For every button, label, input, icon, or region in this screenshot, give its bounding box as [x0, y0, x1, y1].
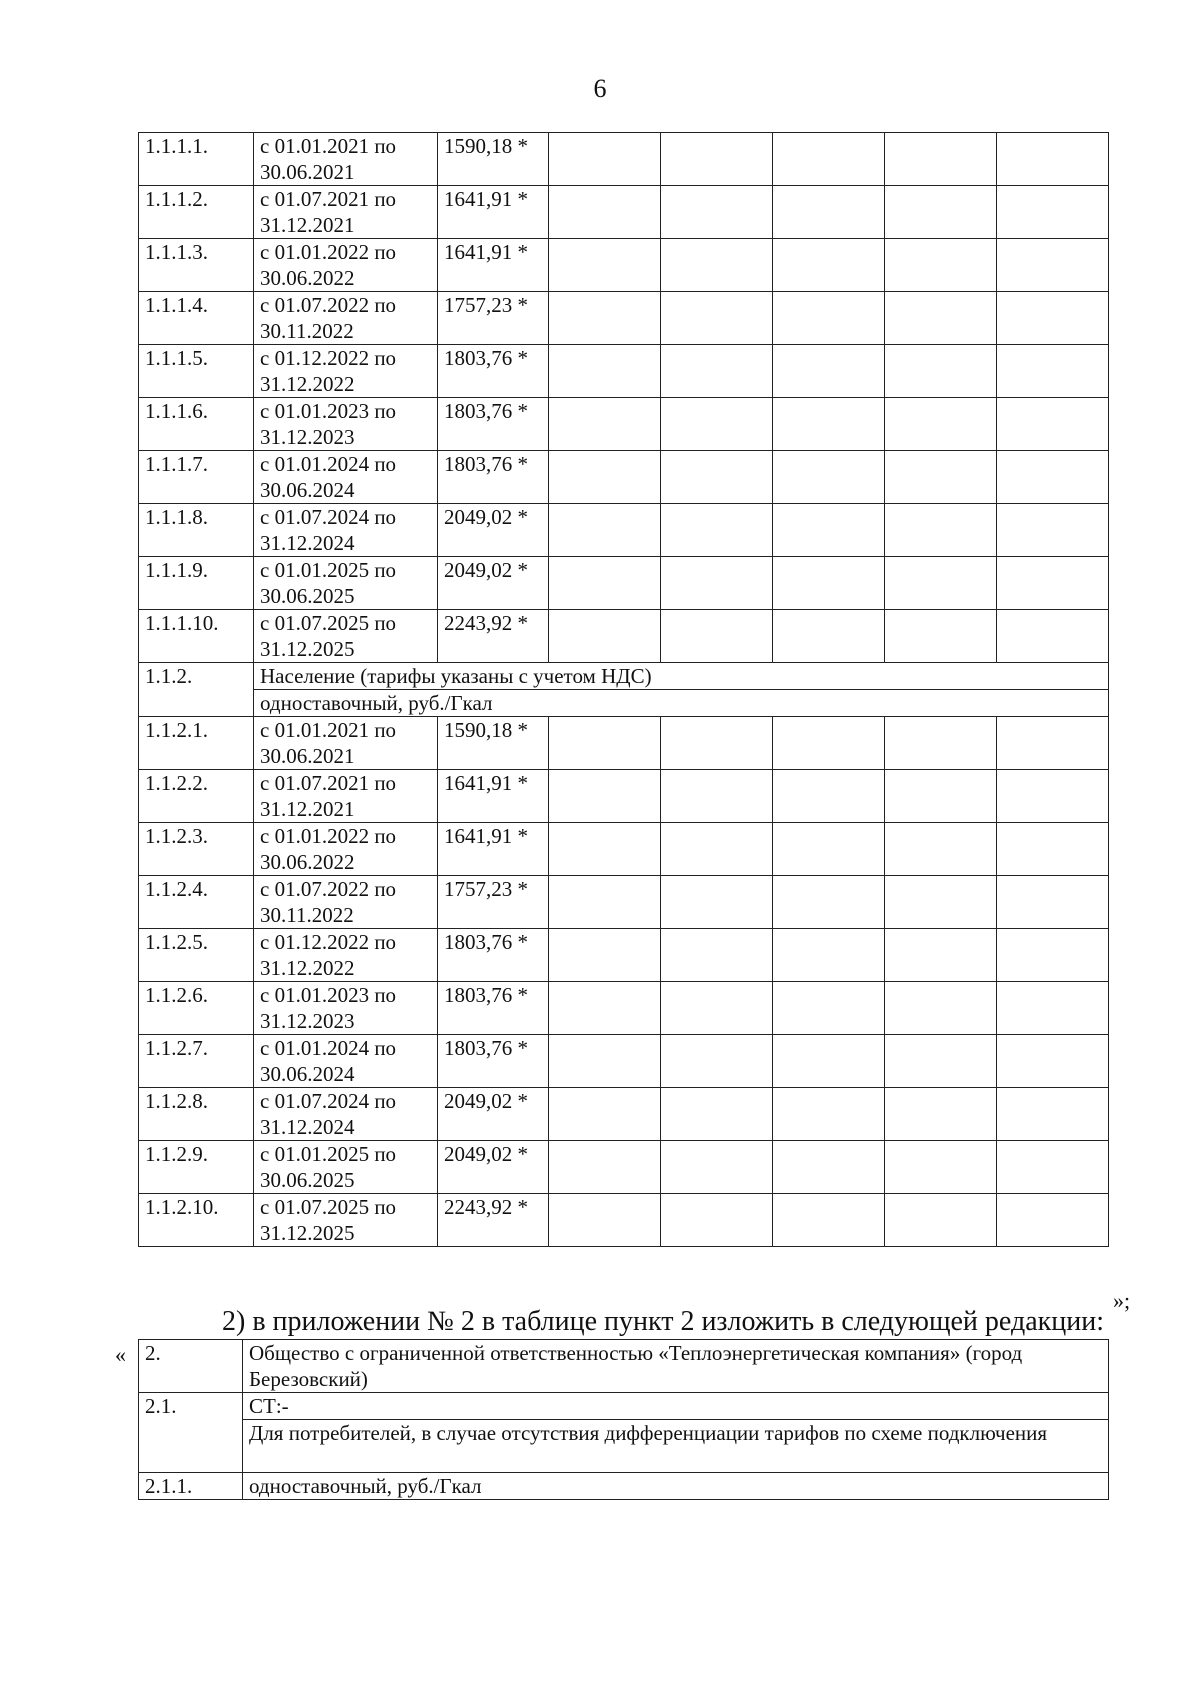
- row-number: 1.1.2.10.: [139, 1194, 254, 1247]
- empty-cell: [773, 1141, 885, 1194]
- empty-cell: [661, 1035, 773, 1088]
- empty-cell: [997, 451, 1109, 504]
- empty-cell: [997, 504, 1109, 557]
- empty-cell: [885, 398, 997, 451]
- empty-cell: [885, 770, 997, 823]
- empty-cell: [661, 982, 773, 1035]
- closing-quote: »;: [1113, 1288, 1131, 1313]
- empty-cell: [997, 133, 1109, 186]
- row-number: 2.: [139, 1340, 243, 1393]
- empty-cell: [549, 1194, 661, 1247]
- tariff-value: 2049,02 *: [438, 557, 549, 610]
- empty-cell: [549, 292, 661, 345]
- period-cell: с 01.01.2021 по 30.06.2021: [254, 133, 438, 186]
- period-cell: с 01.01.2022 по 30.06.2022: [254, 823, 438, 876]
- empty-cell: [997, 239, 1109, 292]
- row-number: 1.1.1.10.: [139, 610, 254, 663]
- empty-cell: [549, 398, 661, 451]
- empty-cell: [661, 610, 773, 663]
- empty-cell: [885, 557, 997, 610]
- empty-cell: [773, 1194, 885, 1247]
- empty-cell: [885, 610, 997, 663]
- row-number: 1.1.2.4.: [139, 876, 254, 929]
- empty-cell: [549, 451, 661, 504]
- empty-cell: [773, 398, 885, 451]
- tariff-value: 1641,91 *: [438, 770, 549, 823]
- row-number: 2.1.: [139, 1393, 243, 1473]
- empty-cell: [885, 929, 997, 982]
- empty-cell: [997, 1088, 1109, 1141]
- period-cell: с 01.01.2021 по 30.06.2021: [254, 717, 438, 770]
- tariff-value: 2243,92 *: [438, 1194, 549, 1247]
- empty-cell: [885, 186, 997, 239]
- empty-cell: [773, 292, 885, 345]
- tariff-value: 2049,02 *: [438, 1141, 549, 1194]
- empty-cell: [997, 557, 1109, 610]
- empty-cell: [773, 133, 885, 186]
- row-number: 1.1.2.5.: [139, 929, 254, 982]
- tariff-value: 1641,91 *: [438, 823, 549, 876]
- empty-cell: [885, 876, 997, 929]
- row-number: 1.1.1.8.: [139, 504, 254, 557]
- row-number: 1.1.1.1.: [139, 133, 254, 186]
- table-row: [139, 186, 1109, 239]
- section-number: 1.1.2.: [139, 663, 254, 717]
- empty-cell: [549, 557, 661, 610]
- empty-cell: [549, 823, 661, 876]
- empty-cell: [773, 504, 885, 557]
- empty-cell: [549, 345, 661, 398]
- empty-cell: [885, 451, 997, 504]
- empty-cell: [773, 1088, 885, 1141]
- period-cell: с 01.07.2021 по 31.12.2021: [254, 186, 438, 239]
- empty-cell: [773, 557, 885, 610]
- table-row: [139, 1035, 1109, 1088]
- empty-cell: [661, 823, 773, 876]
- table-row: [139, 929, 1109, 982]
- period-cell: с 01.07.2025 по 31.12.2025: [254, 610, 438, 663]
- table-row: [139, 1194, 1109, 1247]
- period-cell: с 01.07.2024 по 31.12.2024: [254, 1088, 438, 1141]
- empty-cell: [885, 345, 997, 398]
- section-subtitle: одноставочный, руб./Гкал: [254, 690, 1109, 717]
- empty-cell: [549, 1035, 661, 1088]
- period-cell: с 01.07.2021 по 31.12.2021: [254, 770, 438, 823]
- tariff-value: 2243,92 *: [438, 610, 549, 663]
- table-row: [139, 133, 1109, 186]
- empty-cell: [549, 717, 661, 770]
- tariff-value: 1590,18 *: [438, 717, 549, 770]
- empty-cell: [997, 982, 1109, 1035]
- row-text: СТ:-: [243, 1393, 1109, 1420]
- empty-cell: [773, 823, 885, 876]
- row-number: 1.1.2.7.: [139, 1035, 254, 1088]
- empty-cell: [885, 1141, 997, 1194]
- empty-cell: [773, 717, 885, 770]
- section-subtitle-row: [139, 690, 1109, 717]
- page-number: 6: [593, 74, 607, 103]
- period-cell: с 01.07.2025 по 31.12.2025: [254, 1194, 438, 1247]
- empty-cell: [885, 823, 997, 876]
- empty-cell: [549, 610, 661, 663]
- table-row: [139, 1141, 1109, 1194]
- table-row: [139, 451, 1109, 504]
- empty-cell: [997, 717, 1109, 770]
- table-row: [139, 345, 1109, 398]
- row-text: одноставочный, руб./Гкал: [243, 1473, 1109, 1500]
- table-row: [139, 610, 1109, 663]
- row-number: 1.1.1.7.: [139, 451, 254, 504]
- empty-cell: [997, 770, 1109, 823]
- period-cell: с 01.12.2022 по 31.12.2022: [254, 345, 438, 398]
- empty-cell: [997, 1194, 1109, 1247]
- tariff-value: 2049,02 *: [438, 504, 549, 557]
- empty-cell: [885, 504, 997, 557]
- empty-cell: [997, 1141, 1109, 1194]
- table-row: [139, 1088, 1109, 1141]
- tariff-value: 1757,23 *: [438, 876, 549, 929]
- table-row: [139, 876, 1109, 929]
- empty-cell: [661, 929, 773, 982]
- empty-cell: [549, 239, 661, 292]
- tariff-value: 1641,91 *: [438, 186, 549, 239]
- period-cell: с 01.07.2024 по 31.12.2024: [254, 504, 438, 557]
- row-number: 1.1.2.6.: [139, 982, 254, 1035]
- period-cell: с 01.01.2024 по 30.06.2024: [254, 1035, 438, 1088]
- empty-cell: [549, 770, 661, 823]
- row-number: 1.1.2.2.: [139, 770, 254, 823]
- period-cell: с 01.01.2023 по 31.12.2023: [254, 982, 438, 1035]
- row-number: 1.1.2.1.: [139, 717, 254, 770]
- tariff-value: 1757,23 *: [438, 292, 549, 345]
- empty-cell: [773, 239, 885, 292]
- empty-cell: [885, 1035, 997, 1088]
- table-row: [139, 982, 1109, 1035]
- tariff-value: 1803,76 *: [438, 451, 549, 504]
- table-row: [139, 239, 1109, 292]
- tariff-value: 1590,18 *: [438, 133, 549, 186]
- empty-cell: [661, 770, 773, 823]
- period-cell: с 01.01.2025 по 30.06.2025: [254, 557, 438, 610]
- empty-cell: [661, 186, 773, 239]
- empty-cell: [997, 186, 1109, 239]
- empty-cell: [661, 451, 773, 504]
- empty-cell: [661, 717, 773, 770]
- empty-cell: [549, 504, 661, 557]
- empty-cell: [773, 876, 885, 929]
- empty-cell: [661, 1194, 773, 1247]
- row-number: 1.1.1.5.: [139, 345, 254, 398]
- empty-cell: [997, 610, 1109, 663]
- row-number: 2.1.1.: [139, 1473, 243, 1500]
- empty-cell: [661, 398, 773, 451]
- empty-cell: [661, 1141, 773, 1194]
- empty-cell: [661, 345, 773, 398]
- empty-cell: [997, 823, 1109, 876]
- period-cell: с 01.07.2022 по 30.11.2022: [254, 876, 438, 929]
- empty-cell: [549, 876, 661, 929]
- row-number: 1.1.1.3.: [139, 239, 254, 292]
- tariff-value: 1803,76 *: [438, 929, 549, 982]
- empty-cell: [661, 504, 773, 557]
- empty-cell: [997, 292, 1109, 345]
- period-cell: с 01.07.2022 по 30.11.2022: [254, 292, 438, 345]
- period-cell: с 01.01.2024 по 30.06.2024: [254, 451, 438, 504]
- empty-cell: [773, 1035, 885, 1088]
- empty-cell: [773, 610, 885, 663]
- company-name: Общество с ограниченной ответственностью «Теплоэнергетическая компания» (город Березовский): [243, 1340, 1109, 1393]
- table-row: [139, 823, 1109, 876]
- table-row: [139, 292, 1109, 345]
- table-row: [139, 557, 1109, 610]
- tariff-value: 1803,76 *: [438, 345, 549, 398]
- period-cell: с 01.01.2025 по 30.06.2025: [254, 1141, 438, 1194]
- period-cell: с 01.01.2023 по 31.12.2023: [254, 398, 438, 451]
- table-row: [139, 1473, 1109, 1500]
- empty-cell: [997, 929, 1109, 982]
- empty-cell: [773, 186, 885, 239]
- company-table: [138, 1339, 1109, 1500]
- empty-cell: [885, 133, 997, 186]
- tariff-value: 2049,02 *: [438, 1088, 549, 1141]
- tariff-value: 1641,91 *: [438, 239, 549, 292]
- section-header-row: [139, 663, 1109, 690]
- empty-cell: [997, 1035, 1109, 1088]
- empty-cell: [997, 345, 1109, 398]
- tariff-value: 1803,76 *: [438, 398, 549, 451]
- period-cell: с 01.01.2022 по 30.06.2022: [254, 239, 438, 292]
- empty-cell: [549, 929, 661, 982]
- empty-cell: [885, 982, 997, 1035]
- empty-cell: [661, 239, 773, 292]
- empty-cell: [549, 186, 661, 239]
- row-number: 1.1.1.4.: [139, 292, 254, 345]
- empty-cell: [773, 982, 885, 1035]
- empty-cell: [661, 133, 773, 186]
- row-number: 1.1.1.9.: [139, 557, 254, 610]
- row-number: 1.1.2.3.: [139, 823, 254, 876]
- row-number: 1.1.1.2.: [139, 186, 254, 239]
- empty-cell: [661, 876, 773, 929]
- table-row: [139, 717, 1109, 770]
- empty-cell: [885, 239, 997, 292]
- empty-cell: [885, 1088, 997, 1141]
- tariff-value: 1803,76 *: [438, 982, 549, 1035]
- empty-cell: [885, 717, 997, 770]
- empty-cell: [549, 1141, 661, 1194]
- table-row: [139, 398, 1109, 451]
- empty-cell: [549, 982, 661, 1035]
- empty-cell: [885, 292, 997, 345]
- empty-cell: [997, 876, 1109, 929]
- empty-cell: [773, 451, 885, 504]
- empty-cell: [661, 1088, 773, 1141]
- row-number: 1.1.1.6.: [139, 398, 254, 451]
- empty-cell: [661, 557, 773, 610]
- empty-cell: [773, 345, 885, 398]
- table-row: [139, 1393, 1109, 1420]
- table-row: [139, 504, 1109, 557]
- section-title: Население (тарифы указаны с учетом НДС): [254, 663, 1109, 690]
- opening-quote: «: [115, 1342, 126, 1367]
- empty-cell: [997, 398, 1109, 451]
- empty-cell: [773, 929, 885, 982]
- empty-cell: [661, 292, 773, 345]
- row-text: Для потребителей, в случае отсутствия дифференциации тарифов по схеме подключения: [243, 1420, 1109, 1473]
- empty-cell: [773, 770, 885, 823]
- empty-cell: [549, 1088, 661, 1141]
- empty-cell: [885, 1194, 997, 1247]
- row-number: 1.1.2.9.: [139, 1141, 254, 1194]
- table-row: [139, 770, 1109, 823]
- table-row: [139, 1420, 1109, 1473]
- tariff-value: 1803,76 *: [438, 1035, 549, 1088]
- table-row: [139, 1340, 1109, 1393]
- tariff-table: [138, 132, 1109, 1247]
- instruction-text: 2) в приложении № 2 в таблице пункт 2 изложить в следующей редакции:: [222, 1306, 1104, 1337]
- period-cell: с 01.12.2022 по 31.12.2022: [254, 929, 438, 982]
- row-number: 1.1.2.8.: [139, 1088, 254, 1141]
- empty-cell: [549, 133, 661, 186]
